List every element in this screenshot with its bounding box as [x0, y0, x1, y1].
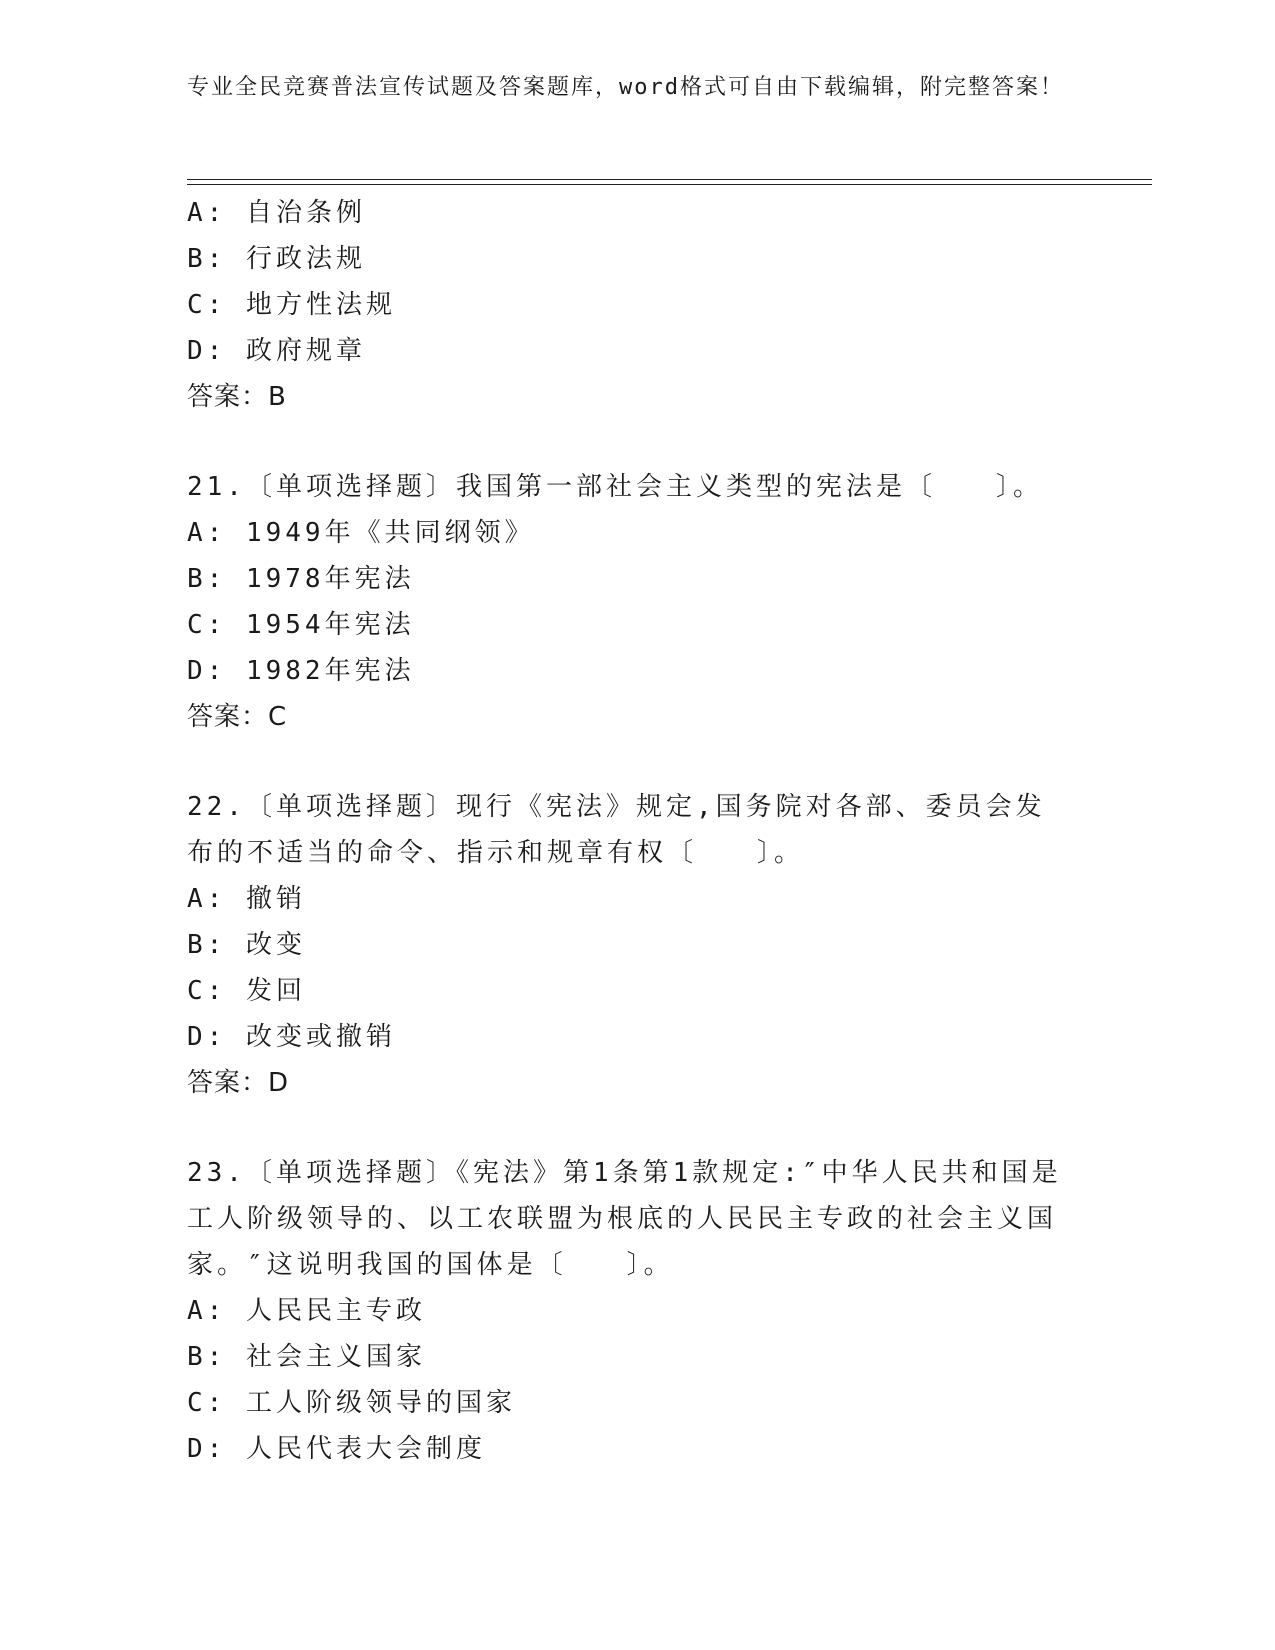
option-c: C: 1954年宪法 [187, 610, 415, 640]
answer: 答案：C [187, 702, 288, 732]
option-c: C: 地方性法规 [187, 290, 396, 320]
question-23 [187, 1150, 1067, 1472]
header-rule-bottom [187, 184, 1152, 185]
option-a: A: 撤销 [187, 884, 306, 914]
option-a: A: 人民民主专政 [187, 1296, 426, 1326]
answer: 答案：D [187, 1068, 290, 1098]
option-b: B: 改变 [187, 930, 306, 960]
question-stem: 21.〔单项选择题〕我国第一部社会主义类型的宪法是〔 〕。 [187, 472, 1043, 502]
option-c: C: 发回 [187, 976, 306, 1006]
option-d: D: 1982年宪法 [187, 656, 415, 686]
spacer [187, 420, 1067, 464]
option-d: D: 政府规章 [187, 336, 366, 366]
option-b: B: 1978年宪法 [187, 564, 415, 594]
question-20 [187, 190, 1067, 420]
question-list [187, 190, 1067, 1472]
option-b: B: 行政法规 [187, 244, 366, 274]
question-stem: 23.〔单项选择题〕《宪法》第1条第1款规定:″中华人民共和国是工人阶级领导的、以工农联盟为根底的人民民主专政的社会主义国家。″这说明我国的国体是〔 〕。 [187, 1158, 1062, 1280]
answer: 答案：B [187, 382, 287, 412]
header-rule-top [187, 179, 1152, 180]
option-a: A: 1949年《共同纲领》 [187, 518, 535, 548]
question-21 [187, 464, 1067, 740]
option-c: C: 工人阶级领导的国家 [187, 1388, 516, 1418]
option-d: D: 改变或撤销 [187, 1022, 396, 1052]
spacer [187, 740, 1067, 784]
question-stem: 22.〔单项选择题〕现行《宪法》规定,国务院对各部、委员会发布的不适当的命令、指示和规章有权〔 〕。 [187, 792, 1046, 868]
spacer [187, 1106, 1067, 1150]
option-b: B: 社会主义国家 [187, 1342, 426, 1372]
document-header: 专业全民竞赛普法宣传试题及答案题库，word格式可自由下载编辑，附完整答案！ [187, 75, 1064, 100]
question-22 [187, 784, 1067, 1106]
option-a: A: 自治条例 [187, 198, 366, 228]
option-d: D: 人民代表大会制度 [187, 1434, 486, 1464]
